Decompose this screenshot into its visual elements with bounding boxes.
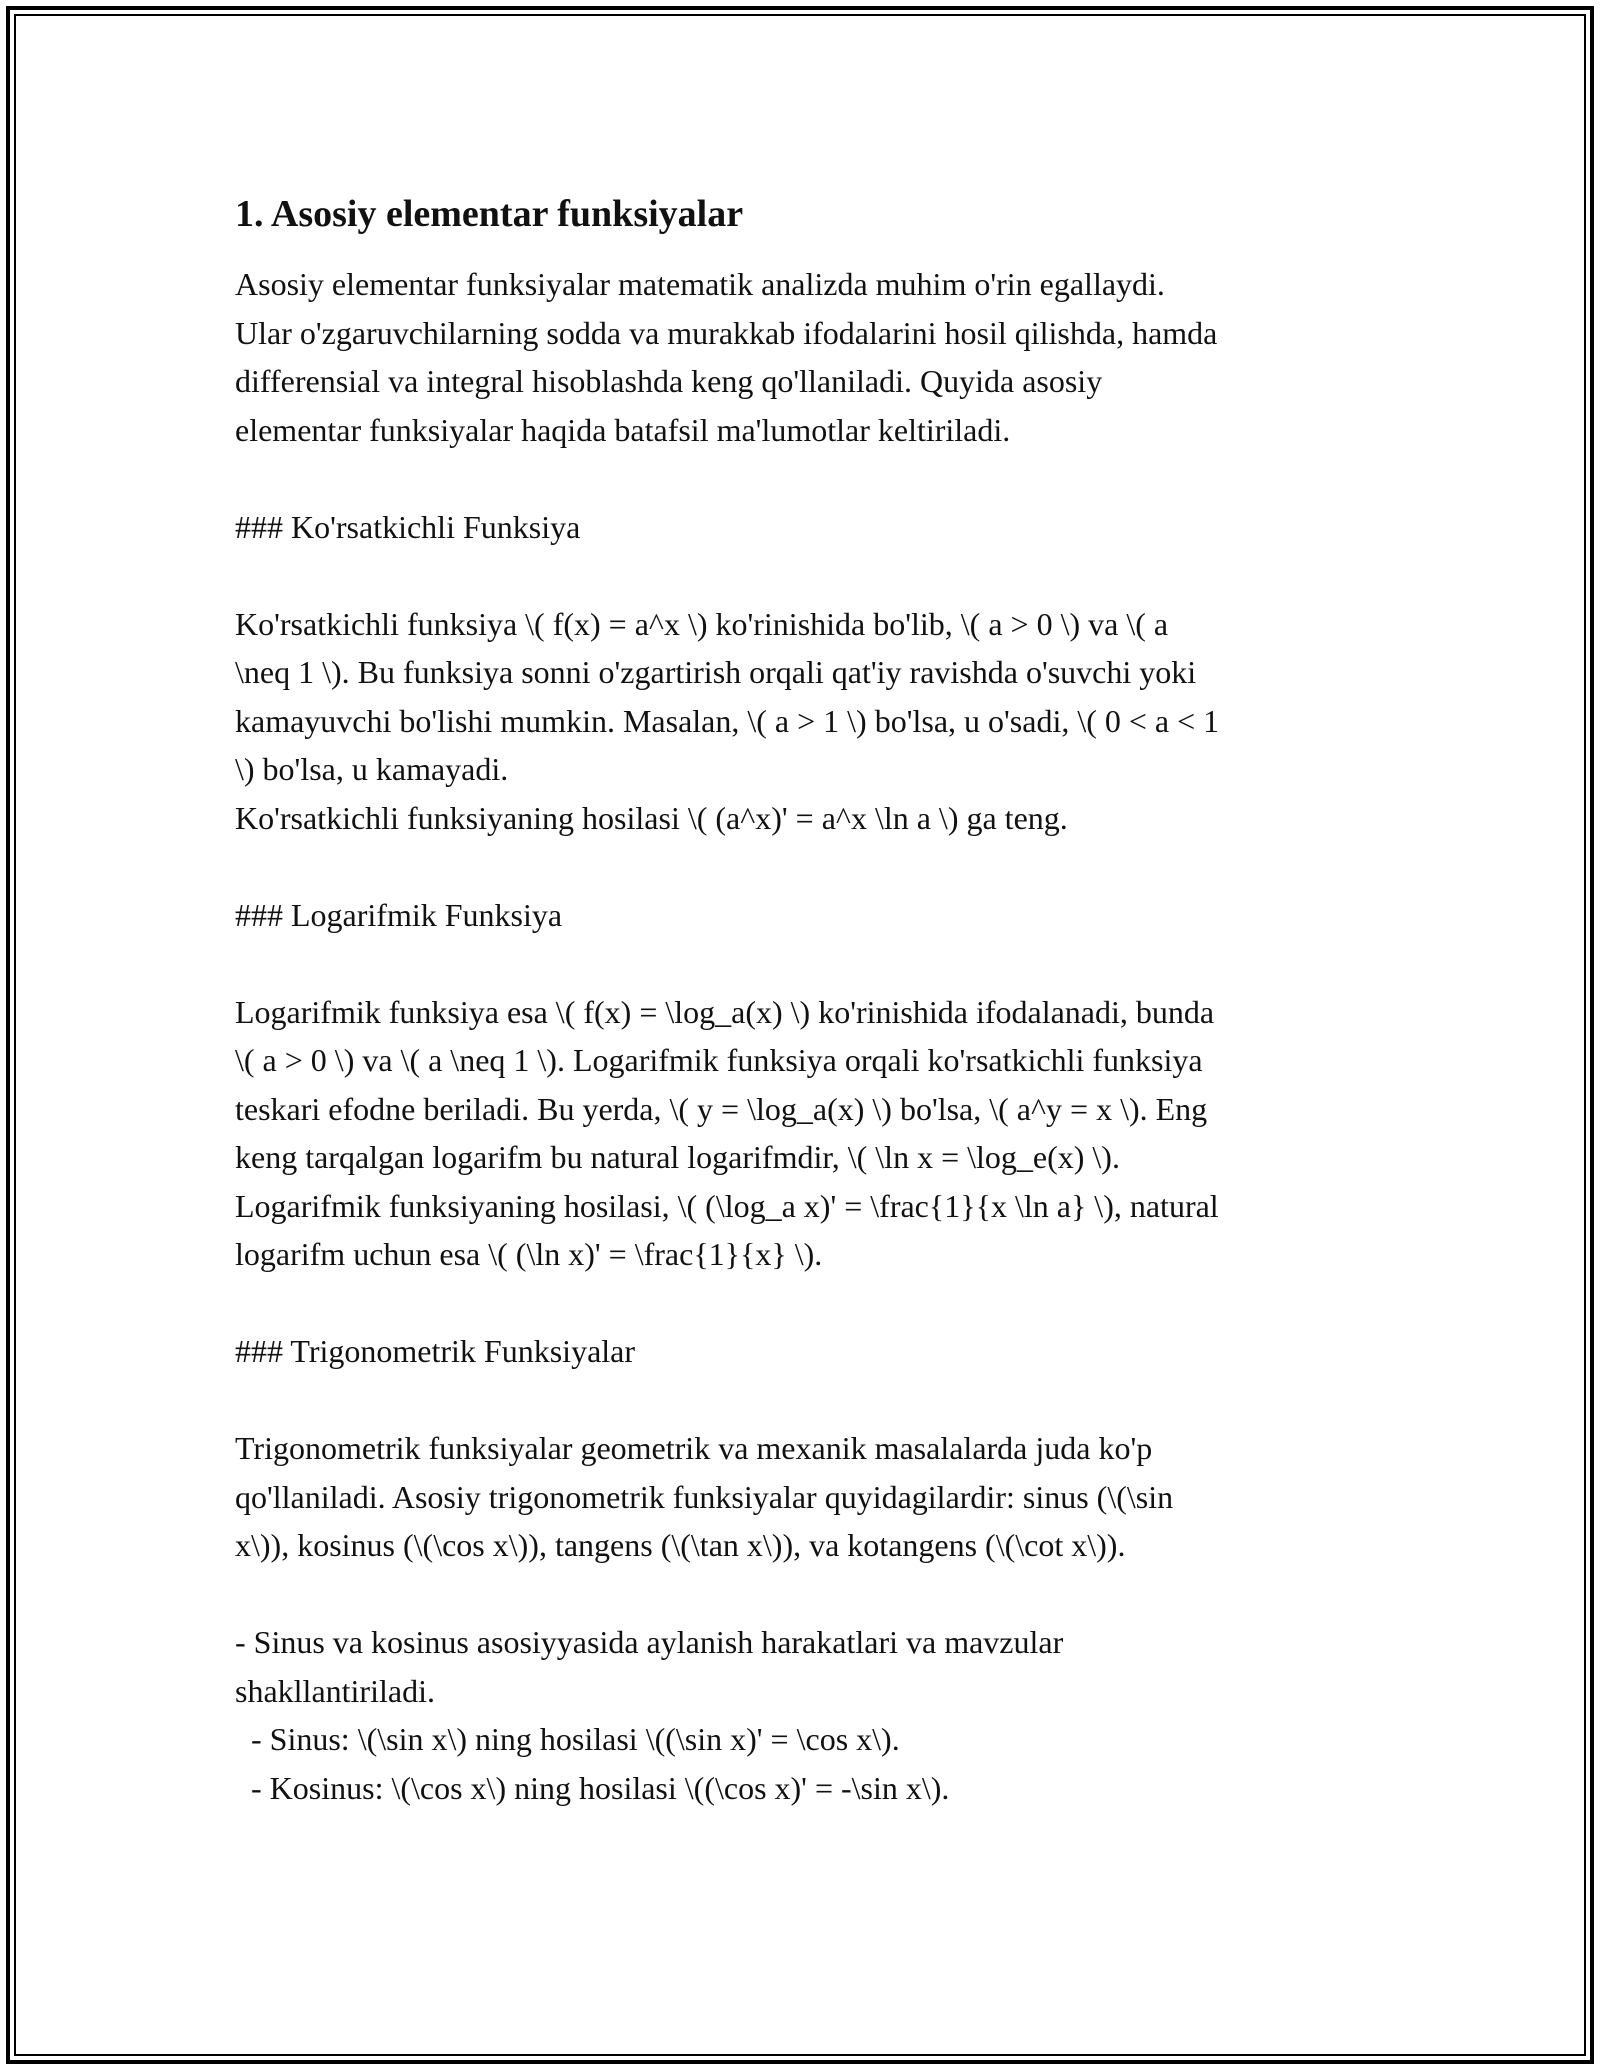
- section-heading-logarithmic: ### Logarifmik Funksiya: [235, 896, 563, 933]
- trigonometric-derivatives-list: - Sinus va kosinus asosiyyasida aylanish harakatlari va mavzular shakllantiriladi. - Sinus: \(\sin x\) ning hosilasi \((\sin x)' = \cos x\). - Kosinus: \(\cos x\) ning hosilasi \((\cos x)' = -\sin x\).: [235, 1624, 1064, 1806]
- section-heading-exponential: ### Ko'rsatkichli Funksiya: [235, 508, 581, 545]
- intro-paragraph: Asosiy elementar funksiyalar matematik analizda muhim o'rin egallaydi. Ular o'zgaruvchilarning sodda va murakkab ifodalarini hosil qilishda, hamda differensial va integral hisoblashda keng qo'llaniladi. Quyida asosiy elementar funksiyalar haqida batafsil ma'lumotlar keltiriladi.: [235, 266, 1218, 448]
- section-heading-trigonometric: ### Trigonometrik Funksiyalar: [235, 1333, 636, 1369]
- section-body-logarithmic: Logarifmik funksiya esa \( f(x) = \log_a(x) \) ko'rinishida ifodalanadi, bunda \( a > 0 \) va \( a \neq 1 \). Logarifmik funksiya orqali ko'rsatkichli funksiya teskari efodne beriladi. Bu yerda, \( y = \log_a(x) \) bo'lsa, \( a^y = x \). Eng keng tarqalgan logarifm bu natural logarifmdir, \( \ln x = \log_e(x) \). Logarifmik funksiyaning hosilasi, \( (\log_a x)' = \frac{1}{x \ln a} \), natural logarifm uchun esa \( (\ln x)' = \frac{1}{x} \).: [235, 993, 1219, 1272]
- document-body: [235, 188, 1375, 1861]
- section-body-trigonometric: Trigonometrik funksiyalar geometrik va mexanik masalalarda juda ko'p qo'llaniladi. Asosiy trigonometrik funksiyalar quyidagilardir: sinus (\(\sin x\)), kosinus (\(\cos x\)), tangens (\(\tan x\)), va kotangens (\(\cot x\)).: [235, 1430, 1174, 1563]
- section-body-exponential: Ko'rsatkichli funksiya \( f(x) = a^x \) ko'rinishida bo'lib, \( a > 0 \) va \( a \neq 1 \). Bu funksiya sonni o'zgartirish orqali qat'iy ravishda o'suvchi yoki kamayuvchi bo'lishi mumkin. Masalan, \( a > 1 \) bo'lsa, u o'sadi, \( 0 < a < 1 \) bo'lsa, u kamayadi. Ko'rsatkichli funksiyaning hosilasi \( (a^x)' = a^x \ln a \) ga teng.: [235, 605, 1220, 836]
- page-title: 1. Asosiy elementar funksiyalar: [235, 193, 744, 235]
